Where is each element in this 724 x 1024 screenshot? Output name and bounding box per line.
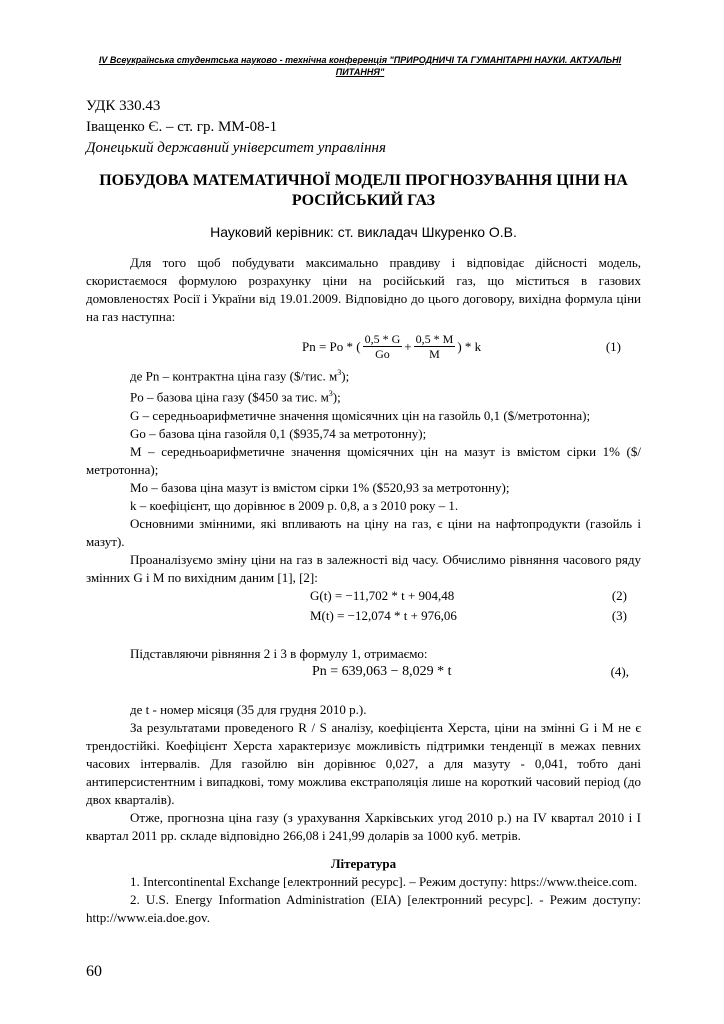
reference-1: 1. Intercontinental Exchange [електронний ресурс]. – Режим доступу: https://www.theice.com. (130, 873, 638, 889)
eq1-lhs: Pn = Po * ( (302, 338, 361, 354)
intro-paragraph: Для того щоб побудувати максимально правдиву і відповідає дійсності модель, скористаємося формулою розрахунку ціни на російський газ, що міститься в газових домовленостях Росії і України від 19.01.2009. Відповідно до цього договору, вихідна формула ціни на газ наступна: (86, 255, 641, 324)
conference-header: IV Всеукраїнська студентська науково - технічна конференція "ПРИРОДНИЧІ ТА ГУМАНІТАРНІ НАУКИ. АКТУАЛЬНІ ПИТАННЯ" (98, 55, 622, 77)
eq1-fraction-g (363, 332, 403, 361)
eq1-f1-denominator: Go (375, 347, 390, 361)
page-number: 60 (86, 963, 102, 980)
def-m: M – середньоарифметичне значення щомісячних цін на мазут із вмістом сірки 1% ($/метротонна); (86, 443, 641, 477)
article-meta (86, 96, 386, 159)
eq1-f2-denominator: M (429, 347, 440, 361)
equation-3 (86, 607, 641, 627)
advisor-line: Науковий керівник: ст. викладач Шкуренко О.В. (210, 224, 517, 240)
eq3-number: (3) (611, 607, 627, 623)
author-line: Іващенко Є. – ст. гр. ММ-08-1 (86, 119, 278, 135)
equation-4 (86, 663, 641, 685)
analysis-paragraph: Проаналізуємо зміну ціни на газ в залежності від часу. Обчислимо рівняння часового ряду змінних G і M по вихідним даним [1], [2]: (86, 551, 641, 585)
eq4-number: (4), (610, 663, 629, 679)
def-g: G – середньоарифметичне значення щомісячних цін на газойль 0,1 ($/метротонна); (130, 407, 591, 423)
eq2-number: (2) (611, 587, 627, 603)
article-title: ПОБУДОВА МАТЕМАТИЧНОЇ МОДЕЛІ ПРОГНОЗУВАННЯ ЦІНИ НА РОСІЙСЬКИЙ ГАЗ (99, 172, 628, 209)
reference-2: 2. U.S. Energy Information Administration (EIA) [електронний ресурс]. - Режим доступу: http://www.eia.doe.gov. (86, 891, 641, 925)
main-vars-paragraph: Основними змінними, які впливають на ціну на газ, є ціни на нафтопродукти (газойль і мазут). (86, 515, 641, 549)
udk-code: УДК 330.43 (86, 98, 161, 114)
eq1-f2-numerator: 0,5 * M (415, 332, 454, 346)
eq1-f1-numerator: 0,5 * G (364, 332, 401, 346)
literature-heading: Література (330, 855, 397, 871)
def-go: Go – базова ціна газойля 0,1 ($935,74 за метротонну); (130, 425, 427, 441)
def-mo: Mo – базова ціна мазут із вмістом сірки 1% ($520,93 за метротонну); (130, 479, 510, 495)
affiliation: Донецький державний університет управління (86, 140, 386, 156)
forecast-paragraph: Отже, прогнозна ціна газу (з урахування Харківських угод 2010 р.) на IV квартал 2010 і I квартал 2011 рр. складе відповідно 266,08 і 241,99 доларів за 1000 куб. метрів. (86, 809, 641, 843)
equation-1 (86, 326, 641, 364)
def-k: k – коефіцієнт, що дорівнює в 2009 р. 0,8, а з 2010 року – 1. (130, 497, 459, 513)
eq1-number: (1) (605, 339, 621, 354)
eq4-text: Pn = 639,063 − 8,029 * t (312, 663, 452, 679)
eq1-fraction-m (414, 332, 456, 361)
def-po: Po – базова ціна газу ($450 за тис. $м^3$); (130, 389, 341, 405)
hurst-paragraph: За результатами проведеного R / S аналізу, коефіцієнта Херста, ціни на змінні G і M не є трендостійкі. Коефіцієнт Херста характеризує можливість підтримки тенденції в межах певних часових інтервалів. Для газойлю він дорівнює 0,027, а для мазуту - 0,041, тобто дані антиперсистентним і випадкові, тому можлива екстраполяція лише на короткий часовий період (до двох кварталів). (86, 719, 641, 807)
def-pn: де Pn – контрактна ціна газу ($/тис. $м^3$); (130, 368, 350, 384)
eq1-plus: + (404, 338, 412, 354)
t-definition: де t - номер місяця (35 для грудня 2010 р.). (130, 701, 367, 717)
eq2-text: G(t) = −11,702 * t + 904,48 (310, 587, 455, 603)
eq3-text: M(t) = −12,074 * t + 976,06 (310, 607, 457, 623)
article-body (86, 254, 641, 927)
eq1-rhs: ) * k (457, 338, 482, 354)
equation-2 (86, 587, 641, 607)
substitute-paragraph: Підставляючи рівняння 2 і 3 в формулу 1, отримаємо: (130, 645, 428, 661)
